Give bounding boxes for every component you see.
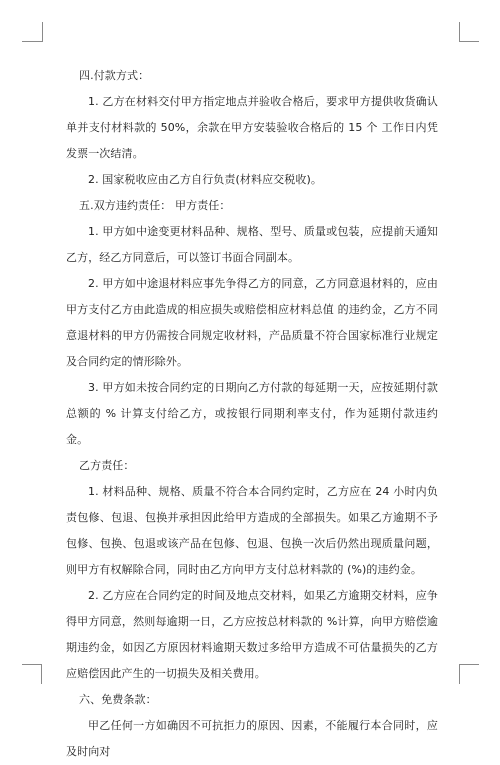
paragraph: 3. 甲方如未按合同约定的日期向乙方付款的每延期一天，应按延期付款总额的 % 计算支付给乙方，或按银行同期利率支付，作为延期付款违约金。 — [66, 381, 438, 446]
section-heading-exemption: 六、免费条款： — [79, 693, 157, 706]
subheading-party-b: 乙方责任： — [79, 459, 135, 472]
crop-mark-top-left-h — [22, 41, 42, 43]
paragraph: 甲乙任何一方如确因不可抗拒力的原因、因素，不能履行本合同时，应及时向对 — [66, 719, 438, 758]
crop-mark-bottom-right — [459, 664, 461, 684]
paragraph: 2. 甲方如中途退材料应事先争得乙方的同意，乙方同意退材料的，应由甲方支付乙方由此造成的相应损失或赔偿相应材料总值 的违约金，乙方不同意退材料的甲方仍需按合同规定收材料，产品质量不符合国家标准行业规定及合同约定的情形除外。 — [66, 277, 438, 368]
crop-mark-bottom-left — [41, 664, 43, 684]
paragraph: 1. 材料品种、规格、质量不符合本合同约定时，乙方应在 24 小时内负责包修、包退、包换并承担因此给甲方造成的全部损失。如果乙方逾期不予包修、包换、包退或该产品在包修、包退、包换一次后仍然出现质量问题，则甲方有权解除合同，同时由乙方向甲方支付总材料款的 (%)的违约金。 — [66, 485, 438, 576]
crop-mark-bottom-left-h — [22, 664, 42, 666]
paragraph: 2. 乙方应在合同约定的时间及地点交材料，如果乙方逾期交材料，应争得甲方同意，然则每逾期一日，乙方应按总材料款的 %计算，向甲方赔偿逾期违约金，如因乙方原因材料逾期天数过多给甲方造成不可估量损失的乙方应赔偿因此产生的一切损失及相关费用。 — [66, 589, 438, 680]
crop-mark-bottom-right-h — [459, 664, 479, 666]
paragraph: 1. 乙方在材料交付甲方指定地点并验收合格后，要求甲方提供收货确认单并支付材料款的 50%，余款在甲方安装验收合格后的 15 个 工作日内凭发票一次结清。 — [66, 95, 438, 160]
crop-mark-top-right — [459, 22, 461, 42]
section-heading-payment: 四.付款方式： — [79, 69, 150, 82]
section-heading-liability: 五.双方违约责任： 甲方责任： — [79, 199, 231, 212]
document-body — [66, 63, 438, 765]
paragraph: 1. 甲方如中途变更材料品种、规格、型号、质量或包装，应提前天通知乙方，经乙方同意后，可以签订书面合同副本。 — [66, 225, 438, 264]
crop-mark-top-left — [32, 22, 43, 42]
paragraph: 2. 国家税收应由乙方自行负责(材料应交税收)。 — [88, 173, 322, 186]
crop-mark-top-right-h — [459, 41, 479, 43]
